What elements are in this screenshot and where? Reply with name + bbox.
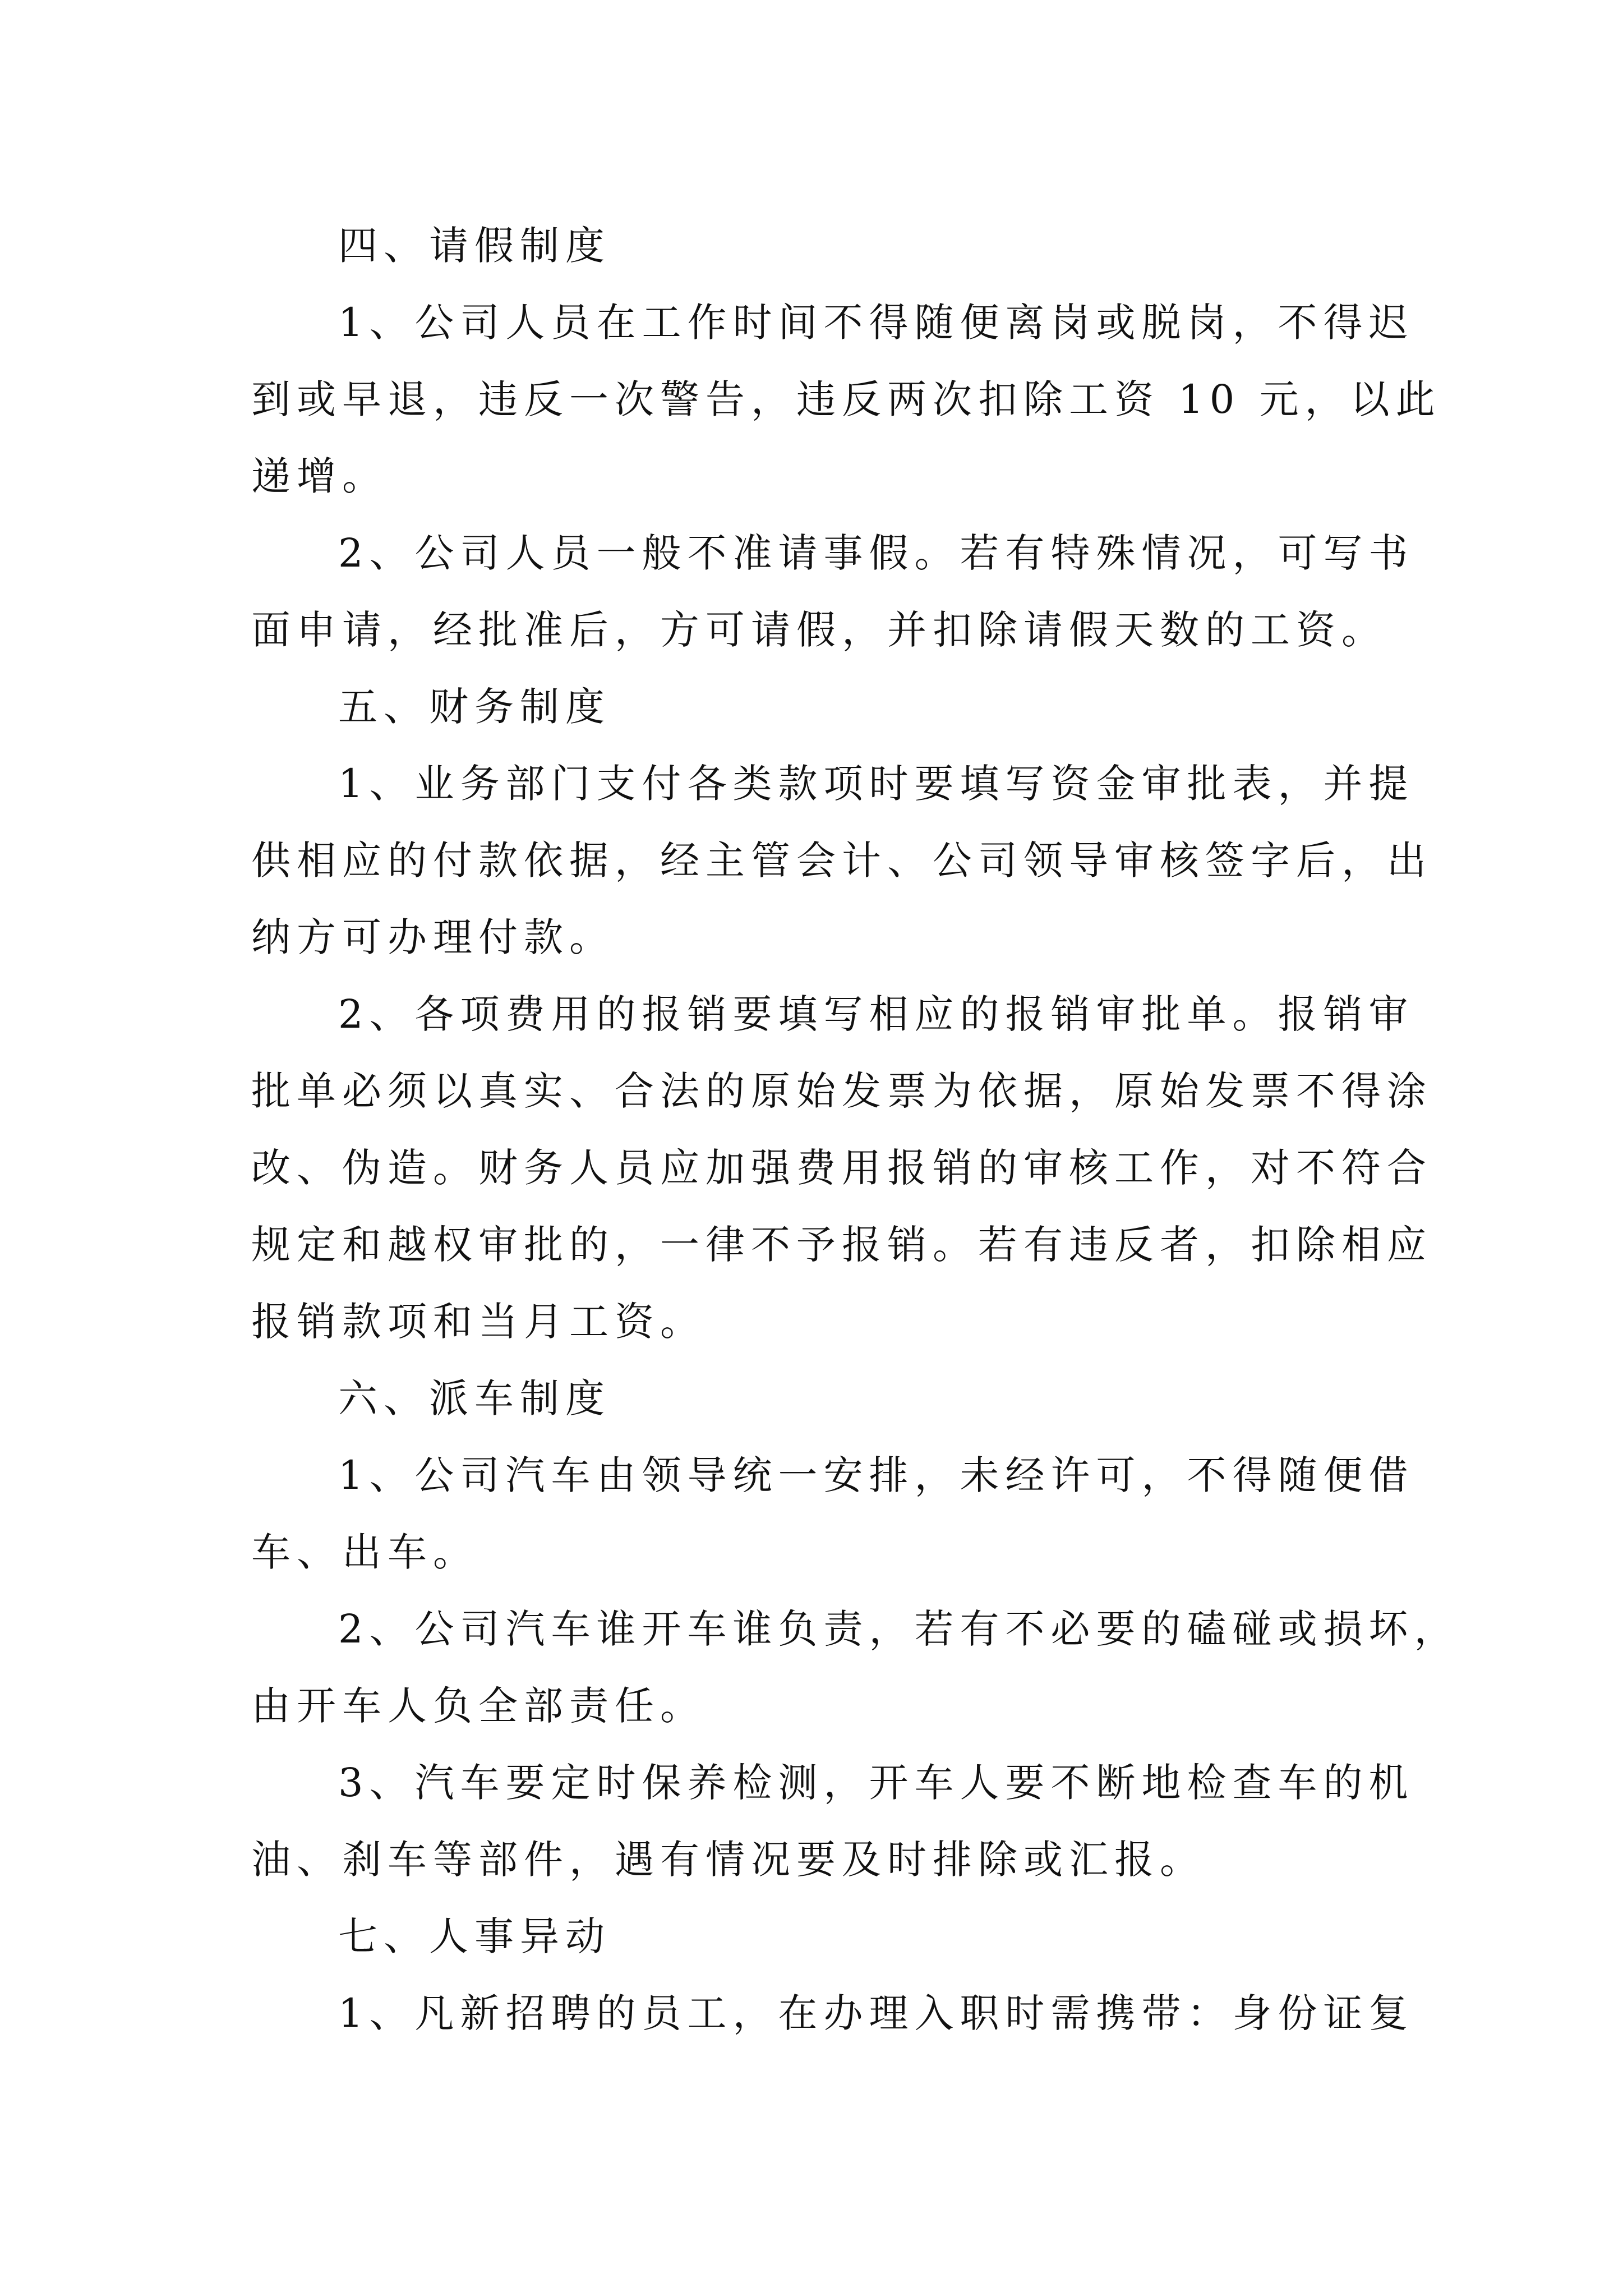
- paragraph-line: 规定和越权审批的，一律不予报销。若有违反者，扣除相应: [251, 1222, 1432, 1268]
- section-heading-vehicle: 六、派车制度: [338, 1375, 611, 1421]
- paragraph-line: 递增。: [251, 453, 388, 499]
- paragraph-line: 1、凡新招聘的员工，在办理入职时需携带：身份证复: [338, 1990, 1414, 2036]
- document-body: [251, 208, 1460, 2052]
- paragraph-line: 1、公司人员在工作时间不得随便离岗或脱岗，不得迟: [338, 300, 1414, 346]
- paragraph-line: 油、刹车等部件，遇有情况要及时排除或汇报。: [251, 1837, 1205, 1883]
- paragraph-line: 报销款项和当月工资。: [251, 1299, 706, 1345]
- paragraph-line: 2、公司汽车谁开车谁负责，若有不必要的磕碰或损坏，: [338, 1606, 1460, 1652]
- paragraph-line: 2、各项费用的报销要填写相应的报销审批单。报销审: [338, 991, 1414, 1037]
- paragraph-line: 纳方可办理付款。: [251, 914, 615, 960]
- paragraph-line: 3、汽车要定时保养检测，开车人要不断地检查车的机: [338, 1760, 1414, 1806]
- paragraph-line: 2、公司人员一般不准请事假。若有特殊情况，可写书: [338, 530, 1414, 576]
- paragraph-line: 1、公司汽车由领导统一安排，未经许可，不得随便借: [338, 1452, 1414, 1498]
- section-heading-leave: 四、请假制度: [338, 223, 611, 269]
- section-heading-personnel: 七、人事异动: [338, 1913, 611, 1959]
- paragraph-line: 由开车人负全部责任。: [251, 1683, 706, 1729]
- paragraph-line: 车、出车。: [251, 1529, 478, 1575]
- paragraph-line: 面申请，经批准后，方可请假，并扣除请假天数的工资。: [251, 607, 1387, 653]
- section-heading-finance: 五、财务制度: [338, 684, 611, 730]
- paragraph-line: 改、伪造。财务人员应加强费用报销的审核工作，对不符合: [251, 1145, 1432, 1191]
- paragraph-line: 批单必须以真实、合法的原始发票为依据，原始发票不得涂: [251, 1068, 1432, 1114]
- paragraph-line: 到或早退，违反一次警告，违反两次扣除工资 10 元，以此: [251, 376, 1441, 422]
- paragraph-line: 供相应的付款依据，经主管会计、公司领导审核签字后，出: [251, 838, 1432, 884]
- paragraph-line: 1、业务部门支付各类款项时要填写资金审批表，并提: [338, 761, 1414, 807]
